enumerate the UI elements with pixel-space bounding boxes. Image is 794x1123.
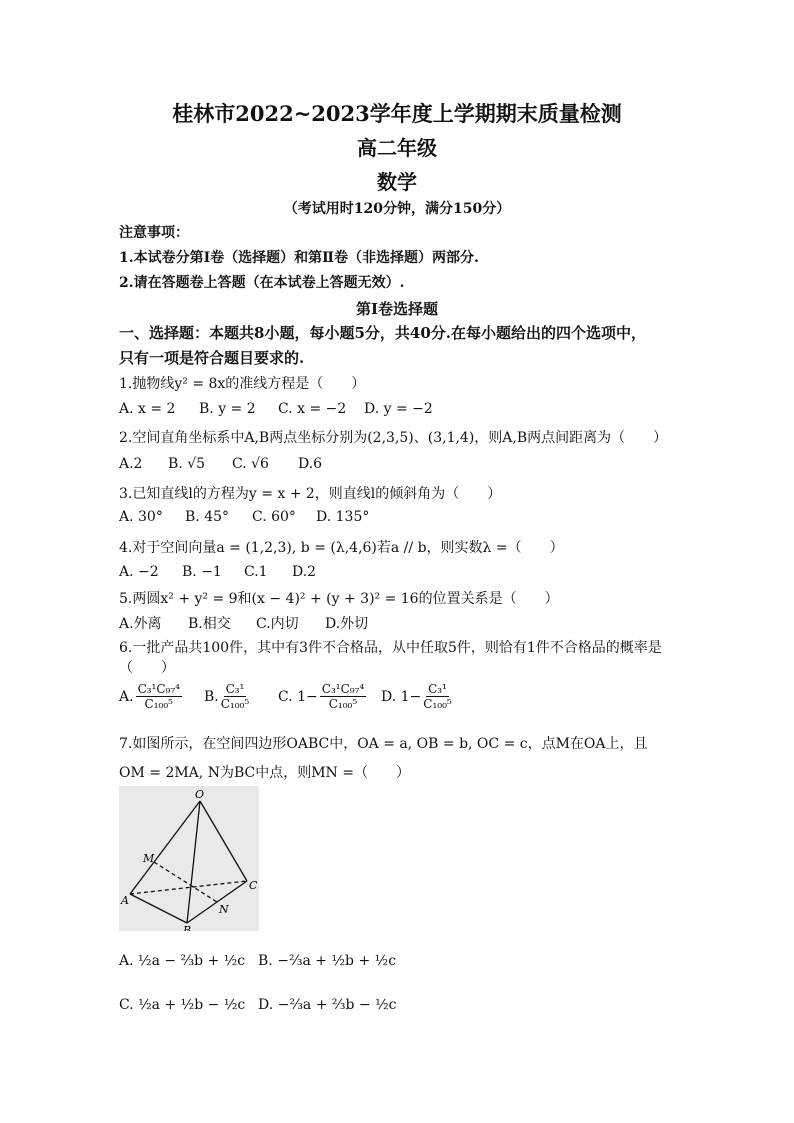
label-m: M (143, 852, 155, 865)
option-letter: B. (204, 688, 219, 705)
option-b: B. y = 2 (199, 401, 256, 417)
fraction-numerator: C₃¹ (428, 682, 447, 696)
notice-heading: 注意事项： (119, 225, 189, 241)
section-intro: 一、选择题：本题共8小题，每小题5分，共40分.在每小题给出的四个选项中， (119, 324, 646, 342)
label-n: N (219, 903, 229, 916)
option-c: C. 60° (252, 509, 296, 525)
section-title: 第Ⅰ卷选择题 (355, 300, 439, 318)
option-a: A.外离 (119, 616, 162, 632)
question-stem: 5.两圆x² + y² = 9和(x − 4)² + (y + 3)² = 16的位置关系是（ ） (119, 591, 559, 607)
section-intro: 只有一项是符合题目要求的. (119, 349, 305, 367)
question-stem: 6.一批产品共100件，其中有3件不合格品，从中任取5件，则恰有1件不合格品的概率是 (119, 640, 662, 656)
option-b: B. −⅔a + ½b + ½c (258, 953, 397, 969)
grade-label: 高二年级 (357, 136, 437, 160)
option-a: A. ½a − ⅔b + ½c (119, 953, 246, 969)
fraction-numerator: C₃¹C₉₇⁴ (137, 682, 180, 696)
option-d: D. y = −2 (364, 401, 433, 417)
fraction (423, 682, 451, 711)
edge-ab (130, 894, 187, 923)
option-a (119, 682, 184, 711)
option-b: B. −1 (182, 564, 222, 580)
option-a: A. 30° (119, 509, 163, 525)
option-letter: C. 1− (278, 688, 318, 705)
option-b: B. 45° (185, 509, 230, 525)
question-stem: 4.对于空间向量a = (1,2,3), b = (λ,4,6)若a // b，则实数λ =（ ） (119, 540, 564, 556)
label-b: B (183, 924, 192, 931)
edge-oc (200, 801, 247, 881)
tetrahedron-diagram (119, 786, 259, 931)
edge-oa (130, 801, 200, 894)
notice-item: 1.本试卷分第Ⅰ卷（选择题）和第Ⅱ卷（非选择题）两部分. (119, 250, 479, 266)
subject-label: 数学 (377, 170, 417, 194)
option-d: D.6 (298, 456, 323, 472)
notice-item: 2.请在答题卷上答题（在本试卷上答题无效）. (119, 275, 405, 291)
segment-mn-dashed (154, 862, 217, 902)
option-b: B.相交 (188, 616, 231, 632)
edge-ac-dashed (130, 881, 247, 894)
option-a: A. x = 2 (119, 401, 176, 417)
edge-ob (187, 801, 200, 923)
option-b (204, 682, 251, 711)
option-c (278, 682, 368, 711)
option-d (381, 682, 454, 711)
option-c: C.1 (244, 564, 268, 580)
fraction-denominator: C₁₀₀⁵ (144, 697, 173, 711)
label-a: A (121, 894, 129, 907)
option-a: A.2 (119, 456, 143, 472)
option-b: B. √5 (168, 456, 206, 472)
tetrahedron-figure (119, 786, 259, 931)
option-d: D. −⅔a + ⅔b − ½c (258, 997, 397, 1013)
option-letter: A. (119, 688, 134, 705)
fraction-denominator: C₁₀₀⁵ (220, 697, 250, 711)
fraction-denominator: C₁₀₀⁵ (423, 697, 452, 711)
fraction (320, 682, 366, 711)
option-d: D. 135° (316, 509, 370, 525)
time-note: （考试用时120分钟，满分150分） (283, 201, 511, 217)
label-o: O (195, 788, 205, 801)
option-c: C. √6 (232, 456, 269, 472)
question-stem: 1.抛物线y² = 8x的准线方程是（ ） (119, 376, 366, 392)
fraction-numerator: C₃¹ (225, 682, 245, 696)
question-stem: 3.已知直线l的方程为y = x + 2，则直线l的倾斜角为（ ） (119, 486, 502, 502)
option-letter: D. 1− (381, 688, 422, 705)
question-stem: 7.如图所示，在空间四边形OABC中，OA = a, OB = b, OC = c，点M在OA上，且 (119, 736, 648, 752)
fraction (136, 682, 182, 711)
option-d: D.2 (292, 564, 317, 580)
option-c: C. x = −2 (278, 401, 347, 417)
option-c: C. ½a + ½b − ½c (119, 997, 246, 1013)
fraction-numerator: C₃¹C₉₇⁴ (321, 682, 365, 696)
question-stem-cont: OM = 2MA, N为BC中点，则MN =（ ） (119, 765, 410, 781)
question-stem-cont: （ ） (119, 660, 175, 676)
fraction (221, 682, 249, 711)
label-c: C (249, 879, 258, 892)
option-a: A. −2 (119, 564, 159, 580)
option-d: D.外切 (325, 616, 369, 632)
option-c: C.内切 (256, 616, 299, 632)
question-stem: 2.空间直角坐标系中A,B两点坐标分别为(2,3,5)、(3,1,4)，则A,B两点间距离为（ ） (119, 430, 668, 446)
exam-title: 桂林市2022~2023学年度上学期期末质量检测 (172, 101, 622, 126)
fraction-denominator: C₁₀₀⁵ (328, 697, 358, 711)
